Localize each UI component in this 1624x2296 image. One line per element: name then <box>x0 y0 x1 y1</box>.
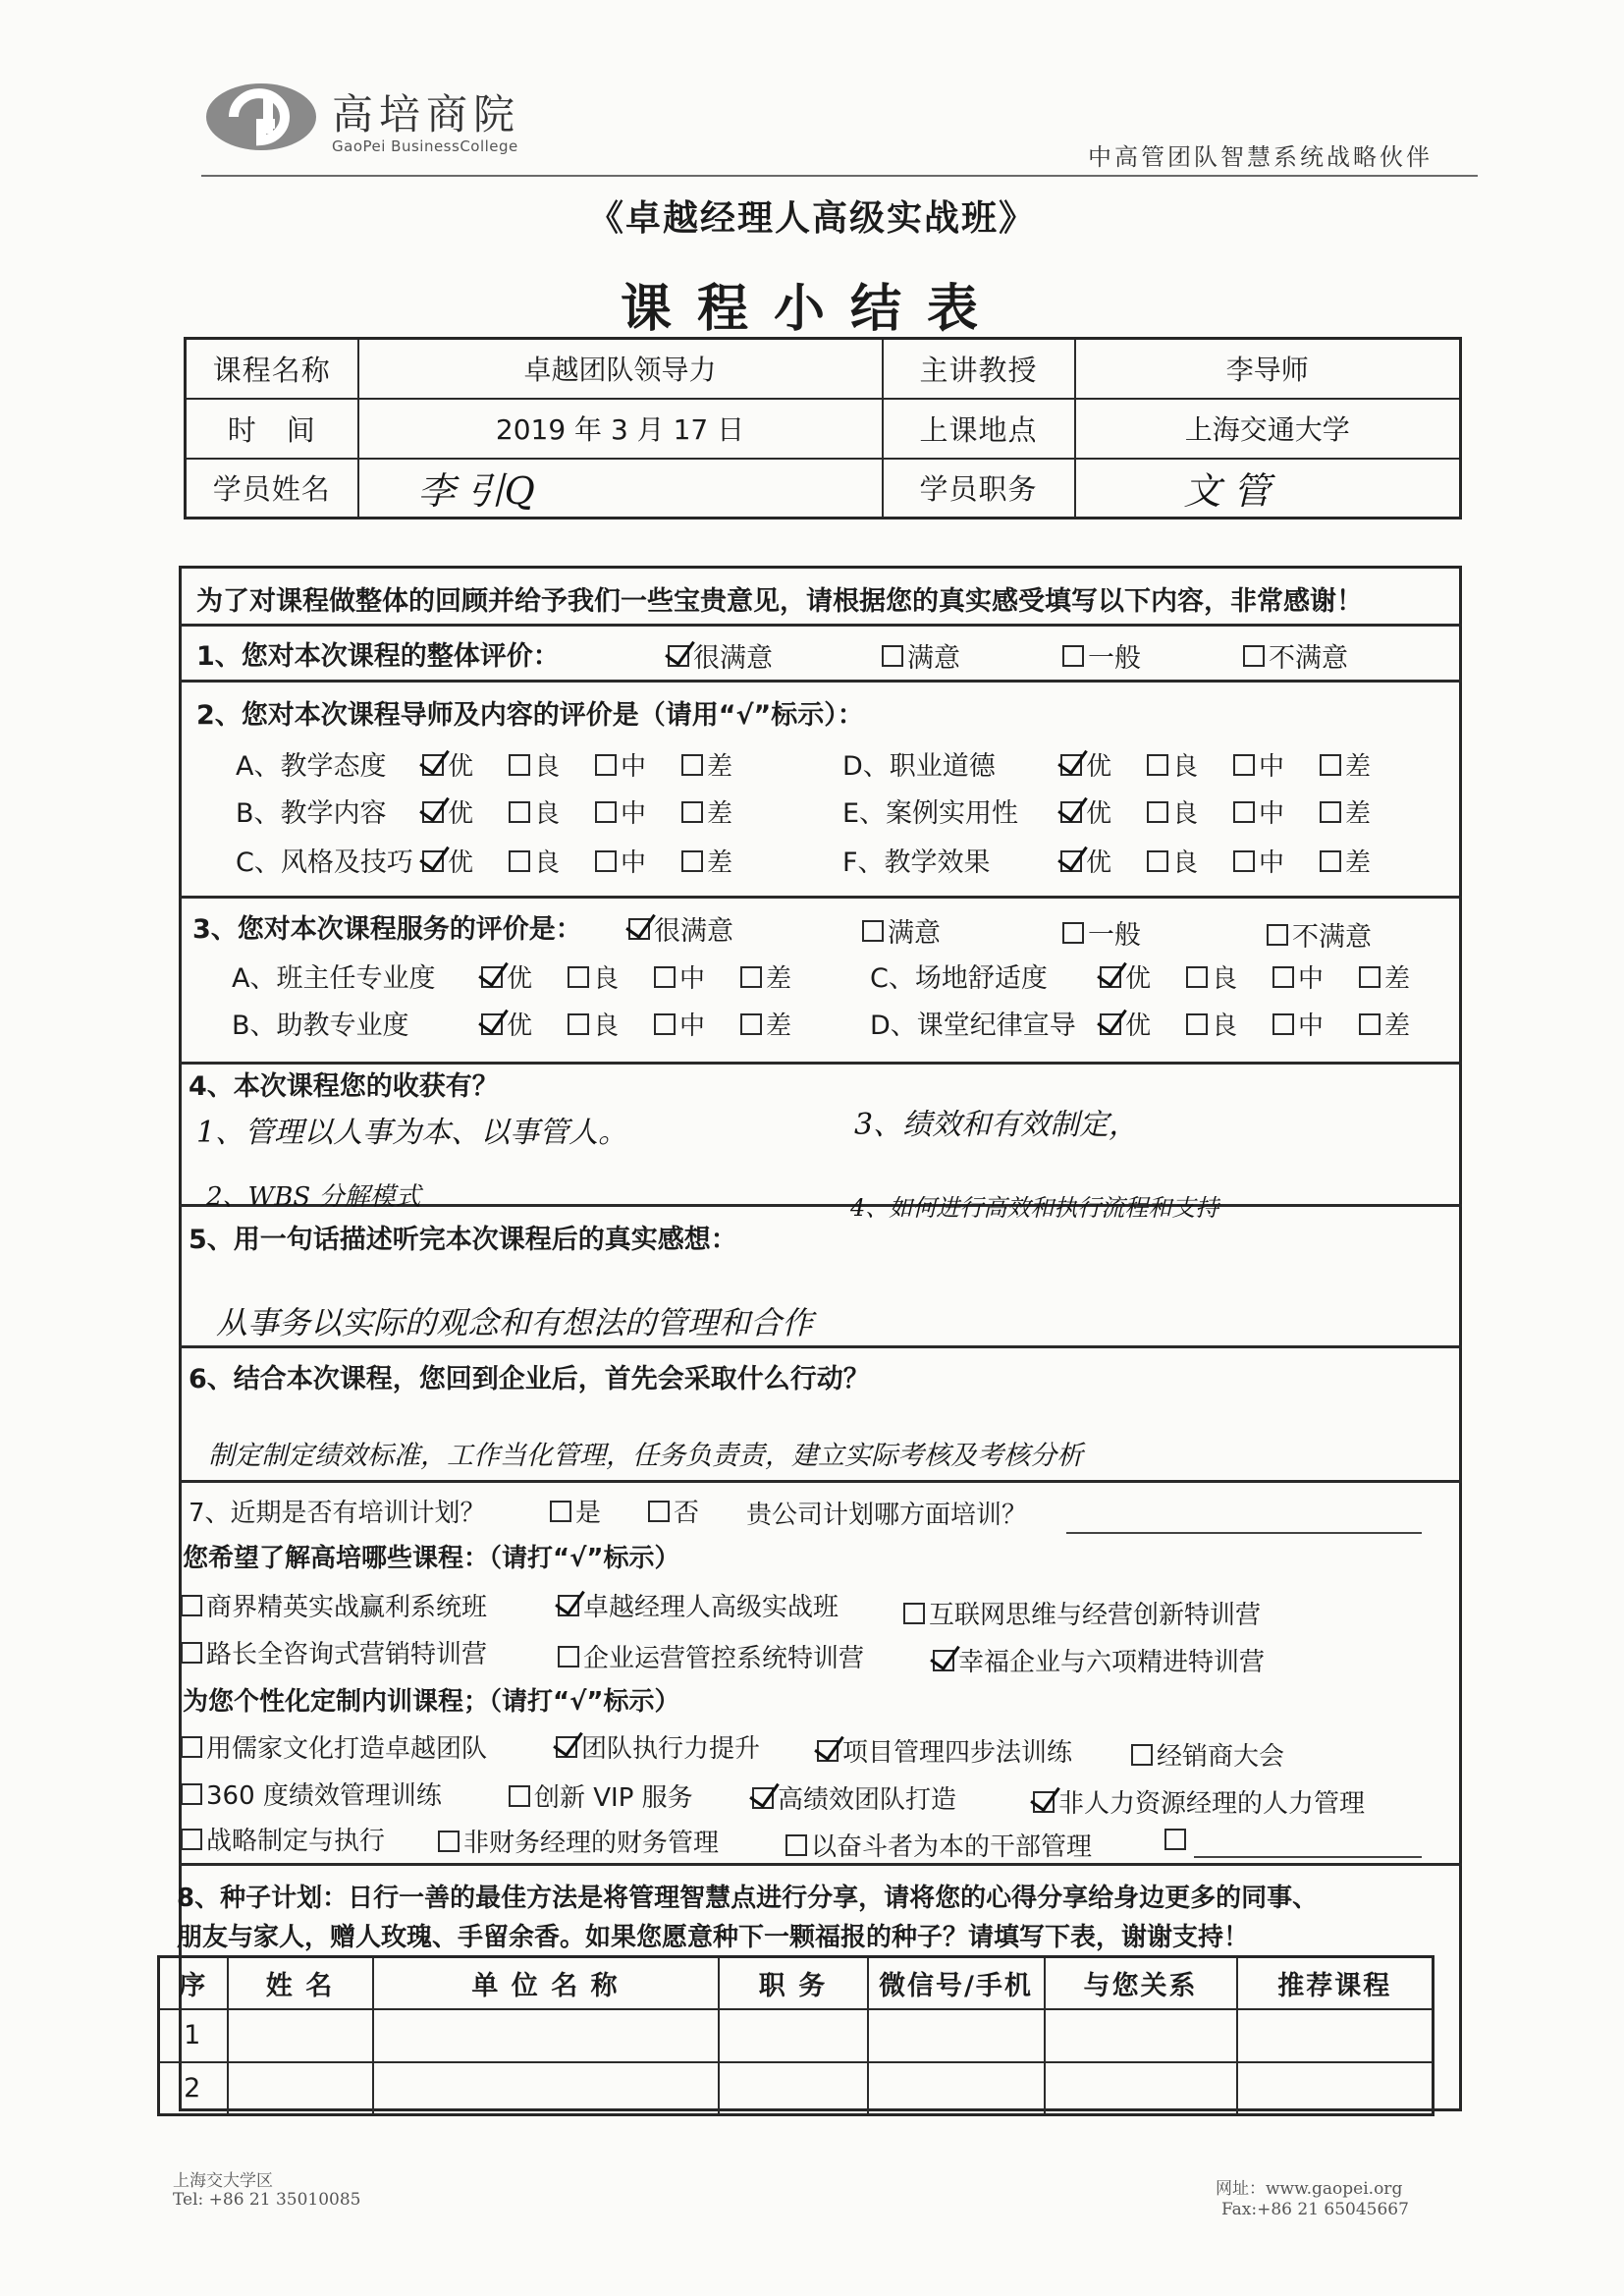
q7-custom-label: 为您个性化定制内训课程；（请打“√”标示） <box>183 1687 680 1717</box>
col-header: 微信号/手机 <box>868 1957 1045 2010</box>
section-divider <box>179 896 1462 899</box>
checkbox[interactable] <box>1060 850 1082 872</box>
checkbox[interactable] <box>654 1013 676 1035</box>
q1-option-average[interactable]: 一般 <box>1062 636 1141 675</box>
course-option[interactable]: 商界精英实战赢利系统班 <box>181 1587 487 1623</box>
checkbox[interactable] <box>509 850 530 872</box>
q1-option-satisfied[interactable]: 满意 <box>882 636 960 675</box>
q3-grade-option[interactable]: 差 <box>1359 1006 1410 1042</box>
seed-table <box>157 1955 1435 2116</box>
checkbox[interactable] <box>422 754 444 776</box>
checkbox[interactable] <box>1100 966 1121 988</box>
checkbox[interactable] <box>595 850 617 872</box>
q3-item-label: B、助教专业度 <box>232 1011 409 1041</box>
q7-wish-label: 您希望了解高培哪些课程：（请打“√”标示） <box>183 1544 680 1573</box>
q2-item-label: C、风格及技巧 <box>236 847 413 878</box>
position-value[interactable]: 文 管 <box>1075 459 1461 519</box>
custom-course-option[interactable]: 用儒家文化打造卓越团队 <box>181 1728 487 1765</box>
checkbox[interactable] <box>550 1501 571 1522</box>
q7-option-yes[interactable]: 是 <box>550 1493 601 1529</box>
q4-label: 4、本次课程您的收获有？ <box>189 1071 499 1102</box>
custom-course-option[interactable]: 高绩效团队打造 <box>752 1779 956 1816</box>
table-cell[interactable] <box>719 2062 868 2115</box>
table-cell[interactable] <box>1045 2062 1237 2115</box>
q4-answer-2[interactable]: 2、WBS 分解模式 <box>206 1182 421 1212</box>
table-cell[interactable] <box>228 2009 373 2062</box>
q2-grade-option[interactable]: 优 <box>1060 843 1111 879</box>
table-cell[interactable] <box>228 2062 373 2115</box>
intro-text: 为了对课程做整体的回顾并给予我们一些宝贵意见，请根据您的真实感受填写以下内容，非常感谢！ <box>196 586 1363 617</box>
q5-answer[interactable]: 从事务以实际的观念和有想法的管理和合作 <box>216 1304 814 1341</box>
checkbox[interactable] <box>903 1603 925 1624</box>
custom-course-option[interactable]: 战略制定与执行 <box>181 1821 385 1857</box>
student-name-value[interactable]: 李 引Q <box>358 459 883 519</box>
q2-item-label: F、教学效果 <box>842 847 991 878</box>
q4-answer-1[interactable]: 1、管理以人事为本、以事管人。 <box>196 1116 628 1150</box>
checkbox[interactable] <box>481 966 503 988</box>
footer-tel: Tel: +86 21 35010085 <box>173 2190 361 2210</box>
q3-grade-option[interactable]: 中 <box>654 1006 705 1042</box>
q6-label: 6、结合本次课程，您回到企业后，首先会采取什么行动？ <box>189 1364 870 1394</box>
checkbox[interactable] <box>1060 801 1082 823</box>
q2-grade-option[interactable]: 差 <box>681 843 732 879</box>
q1-option-very-satisfied[interactable]: 很满意 <box>668 636 773 675</box>
checkbox[interactable] <box>654 966 676 988</box>
checkbox[interactable] <box>438 1831 460 1852</box>
q2-label: 2、您对本次课程导师及内容的评价是（请用“√”标示）： <box>196 700 864 731</box>
checkbox[interactable] <box>1033 1791 1055 1813</box>
q2-item-label: A、教学态度 <box>236 751 387 782</box>
q3-grade-option[interactable]: 优 <box>481 958 532 995</box>
checkbox[interactable] <box>1233 850 1255 872</box>
course-option[interactable]: 卓越经理人高级实战班 <box>558 1587 839 1623</box>
info-table <box>184 337 1462 519</box>
checkbox[interactable] <box>785 1834 807 1856</box>
q2-grade-option[interactable]: 良 <box>1147 746 1198 783</box>
checkbox[interactable] <box>509 754 530 776</box>
checkbox[interactable] <box>181 1829 202 1850</box>
checkbox[interactable] <box>558 1646 579 1667</box>
checkbox[interactable] <box>1147 850 1168 872</box>
footer-fax: Fax:+86 21 65045667 <box>1221 2200 1409 2219</box>
header-divider <box>201 175 1478 177</box>
checkbox[interactable] <box>1320 754 1341 776</box>
q2-grade-option[interactable]: 中 <box>1233 843 1284 879</box>
q1-label: 1、您对本次课程的整体评价： <box>196 641 560 672</box>
q2-item-label: B、教学内容 <box>236 798 387 829</box>
q3-grade-option[interactable]: 差 <box>740 1006 791 1042</box>
checkbox[interactable] <box>181 1642 202 1664</box>
q3-label: 3、您对本次课程服务的评价是： <box>192 914 582 945</box>
q1-option-unsatisfied[interactable]: 不满意 <box>1243 636 1348 675</box>
checkbox[interactable] <box>681 801 703 823</box>
col-header: 与您关系 <box>1045 1957 1237 2010</box>
q2-grade-option[interactable]: 良 <box>1147 793 1198 830</box>
checkbox[interactable] <box>740 966 762 988</box>
custom-course-option[interactable]: 360 度绩效管理训练 <box>181 1776 442 1812</box>
checkbox[interactable] <box>181 1736 202 1758</box>
q2-item-label: D、职业道德 <box>842 751 996 782</box>
q2-grade-option[interactable]: 中 <box>595 793 646 830</box>
checkbox[interactable] <box>595 801 617 823</box>
checkbox[interactable] <box>1147 754 1168 776</box>
col-header: 单 位 名 称 <box>373 1957 719 2010</box>
checkbox[interactable] <box>862 920 884 942</box>
checkbox[interactable] <box>181 1783 202 1805</box>
custom-course-option[interactable]: 以奋斗者为本的干部管理 <box>785 1827 1092 1863</box>
q3-option-unsatisfied[interactable]: 不满意 <box>1267 915 1372 954</box>
custom-course-option[interactable]: 非人力资源经理的人力管理 <box>1033 1783 1365 1820</box>
course-name-label: 课程名称 <box>186 339 358 399</box>
checkbox[interactable] <box>1267 924 1288 946</box>
q3-option-very-satisfied[interactable]: 很满意 <box>628 909 733 948</box>
checkbox[interactable] <box>1186 966 1208 988</box>
time-value[interactable]: 2019 年 3 月 17 日 <box>358 399 883 459</box>
section-divider <box>179 680 1462 683</box>
checkbox[interactable] <box>882 645 903 667</box>
footer-web[interactable]: 网址：www.gaopei.org <box>1216 2179 1403 2199</box>
checkbox[interactable] <box>1359 1013 1380 1035</box>
q2-grade-option[interactable]: 中 <box>1233 793 1284 830</box>
checkbox[interactable] <box>1131 1744 1153 1766</box>
checkbox[interactable] <box>481 1013 503 1035</box>
q3-grade-option[interactable]: 中 <box>654 958 705 995</box>
q3-item-label: C、场地舒适度 <box>870 963 1048 994</box>
table-cell[interactable] <box>1237 2009 1434 2062</box>
row-number: 2 <box>159 2062 228 2115</box>
q2-grade-option[interactable]: 良 <box>509 793 560 830</box>
checkbox[interactable] <box>422 850 444 872</box>
checkbox[interactable] <box>681 754 703 776</box>
company-plan-line[interactable] <box>1066 1532 1422 1534</box>
q2-grade-option[interactable]: 良 <box>509 843 560 879</box>
q4-answer-3[interactable]: 3、绩效和有效制定， <box>854 1108 1139 1142</box>
col-header: 姓 名 <box>228 1957 373 2010</box>
table-row <box>159 2062 1434 2115</box>
section-divider <box>179 1345 1462 1348</box>
q2-grade-option[interactable]: 优 <box>1060 746 1111 783</box>
q2-grade-option[interactable]: 中 <box>1233 746 1284 783</box>
time-label: 时 间 <box>186 399 358 459</box>
checkbox[interactable] <box>1272 966 1294 988</box>
location-label: 上课地点 <box>883 399 1075 459</box>
checkbox[interactable] <box>568 966 589 988</box>
q7-label: 7、近期是否有培训计划？ <box>189 1499 486 1528</box>
table-row <box>159 2009 1434 2062</box>
q2-grade-option[interactable]: 差 <box>681 746 732 783</box>
table-cell[interactable] <box>868 2062 1045 2115</box>
other-course-line[interactable] <box>1194 1856 1422 1858</box>
checkbox[interactable] <box>1060 754 1082 776</box>
lecturer-value[interactable]: 李导师 <box>1075 339 1461 399</box>
section-divider <box>179 1863 1462 1866</box>
q2-grade-option[interactable]: 优 <box>1060 793 1111 830</box>
q3-grade-option[interactable]: 优 <box>481 1006 532 1042</box>
course-option[interactable]: 路长全咨询式营销特训营 <box>181 1634 487 1670</box>
checkbox[interactable] <box>752 1787 774 1809</box>
table-cell[interactable] <box>868 2009 1045 2062</box>
course-title: 《卓越经理人高级实战班》 <box>587 198 1036 239</box>
position-label: 学员职务 <box>883 459 1075 519</box>
checkbox[interactable] <box>1359 966 1380 988</box>
q7-option-no[interactable]: 否 <box>648 1493 699 1529</box>
custom-course-option[interactable]: 团队执行力提升 <box>556 1728 760 1765</box>
q2-grade-option[interactable]: 良 <box>509 746 560 783</box>
student-name-label: 学员姓名 <box>186 459 358 519</box>
location-value[interactable]: 上海交通大学 <box>1075 399 1461 459</box>
checkbox[interactable] <box>568 1013 589 1035</box>
q8-text-line2: 朋友与家人，赠人玫瑰、手留余香。如果您愿意种下一颗福报的种子？请填写下表，谢谢支持！ <box>177 1923 1250 1952</box>
checkbox[interactable] <box>558 1595 579 1616</box>
checkbox[interactable] <box>509 801 530 823</box>
checkbox[interactable] <box>817 1740 839 1762</box>
checkbox[interactable] <box>681 850 703 872</box>
checkbox[interactable] <box>422 801 444 823</box>
q4-answer-4[interactable]: 4、如何进行高效和执行流程和支持 <box>850 1194 1219 1222</box>
checkbox[interactable] <box>1100 1013 1121 1035</box>
checkbox[interactable] <box>668 645 689 667</box>
q3-grade-option[interactable]: 中 <box>1272 958 1324 995</box>
q2-grade-option[interactable]: 良 <box>1147 843 1198 879</box>
checkbox[interactable] <box>1164 1829 1186 1850</box>
row-number: 1 <box>159 2009 228 2062</box>
custom-course-option[interactable]: 非财务经理的财务管理 <box>438 1823 719 1859</box>
checkbox[interactable] <box>740 1013 762 1035</box>
q3-option-satisfied[interactable]: 满意 <box>862 911 941 950</box>
q2-grade-option[interactable]: 优 <box>422 843 473 879</box>
checkbox[interactable] <box>1272 1013 1294 1035</box>
logo-icon <box>204 81 320 153</box>
q6-answer[interactable]: 制定制定绩效标准，工作当化管理，任务负责责，建立实际考核及考核分析 <box>208 1441 1083 1471</box>
course-option[interactable]: 幸福企业与六项精进特训营 <box>933 1642 1265 1678</box>
form-title: 课程小结表 <box>620 280 1003 339</box>
course-option[interactable]: 互联网思维与经营创新特训营 <box>903 1595 1261 1631</box>
checkbox[interactable] <box>1320 850 1341 872</box>
custom-course-option[interactable] <box>1164 1829 1190 1850</box>
checkbox[interactable] <box>1147 801 1168 823</box>
table-cell[interactable] <box>373 2009 719 2062</box>
checkbox[interactable] <box>1243 645 1265 667</box>
q3-grade-option[interactable]: 优 <box>1100 1006 1151 1042</box>
checkbox[interactable] <box>1320 801 1341 823</box>
checkbox[interactable] <box>628 918 650 940</box>
checkbox[interactable] <box>1233 801 1255 823</box>
col-header: 推荐课程 <box>1237 1957 1434 2010</box>
q2-grade-option[interactable]: 优 <box>422 793 473 830</box>
q3-grade-option[interactable]: 差 <box>740 958 791 995</box>
checkbox[interactable] <box>1233 754 1255 776</box>
checkbox[interactable] <box>595 754 617 776</box>
q3-grade-option[interactable]: 差 <box>1359 958 1410 995</box>
section-divider <box>179 1480 1462 1483</box>
q3-grade-option[interactable]: 中 <box>1272 1006 1324 1042</box>
checkbox[interactable] <box>181 1595 202 1616</box>
table-cell[interactable] <box>719 2009 868 2062</box>
q8-text-line1: 8、种子计划：日行一善的最佳方法是将管理智慧点进行分享，请将您的心得分享给身边更多的同事、 <box>177 1884 1319 1913</box>
col-header: 序 <box>159 1957 228 2010</box>
custom-course-option[interactable]: 经销商大会 <box>1131 1736 1284 1773</box>
q3-grade-option[interactable]: 良 <box>568 1006 619 1042</box>
q2-grade-option[interactable]: 差 <box>1320 746 1371 783</box>
q5-label: 5、用一句话描述听完本次课程后的真实感想： <box>189 1225 737 1255</box>
q3-grade-option[interactable]: 优 <box>1100 958 1151 995</box>
q2-grade-option[interactable]: 优 <box>422 746 473 783</box>
q3-grade-option[interactable]: 良 <box>1186 1006 1237 1042</box>
course-option[interactable]: 企业运营管控系统特训营 <box>558 1638 864 1674</box>
q3-item-label: D、课堂纪律宣导 <box>870 1011 1076 1041</box>
q3-option-average[interactable]: 一般 <box>1062 913 1141 952</box>
custom-course-option[interactable]: 项目管理四步法训练 <box>817 1732 1072 1769</box>
q2-grade-option[interactable]: 差 <box>1320 843 1371 879</box>
table-cell[interactable] <box>373 2062 719 2115</box>
logo-text-en: GaoPei BusinessCollege <box>332 137 518 155</box>
q3-item-label: A、班主任专业度 <box>232 963 436 994</box>
q3-grade-option[interactable]: 良 <box>1186 958 1237 995</box>
q2-grade-option[interactable]: 中 <box>595 746 646 783</box>
q2-grade-option[interactable]: 差 <box>1320 793 1371 830</box>
course-name-value[interactable]: 卓越团队领导力 <box>358 339 883 399</box>
q2-grade-option[interactable]: 差 <box>681 793 732 830</box>
checkbox[interactable] <box>933 1650 954 1671</box>
q7-company-plan-label: 贵公司计划哪方面培训？ <box>746 1501 1028 1530</box>
col-header: 职 务 <box>719 1957 868 2010</box>
tagline: 中高管团队智慧系统战略伙伴 <box>1088 143 1433 171</box>
checkbox[interactable] <box>509 1785 530 1807</box>
checkbox[interactable] <box>648 1501 670 1522</box>
custom-course-option[interactable]: 创新 VIP 服务 <box>509 1777 693 1814</box>
table-cell[interactable] <box>1237 2062 1434 2115</box>
table-cell[interactable] <box>1045 2009 1237 2062</box>
checkbox[interactable] <box>1062 922 1084 944</box>
q3-grade-option[interactable]: 良 <box>568 958 619 995</box>
checkbox[interactable] <box>556 1736 577 1758</box>
checkbox[interactable] <box>1062 645 1084 667</box>
lecturer-label: 主讲教授 <box>883 339 1075 399</box>
footer-campus: 上海交大学区 <box>173 2171 273 2191</box>
q2-grade-option[interactable]: 中 <box>595 843 646 879</box>
q2-item-label: E、案例实用性 <box>842 798 1019 829</box>
section-divider <box>179 624 1462 627</box>
checkbox[interactable] <box>1186 1013 1208 1035</box>
logo-text-cn: 高培商院 <box>332 90 521 138</box>
seed-table-header <box>159 1957 1434 2010</box>
